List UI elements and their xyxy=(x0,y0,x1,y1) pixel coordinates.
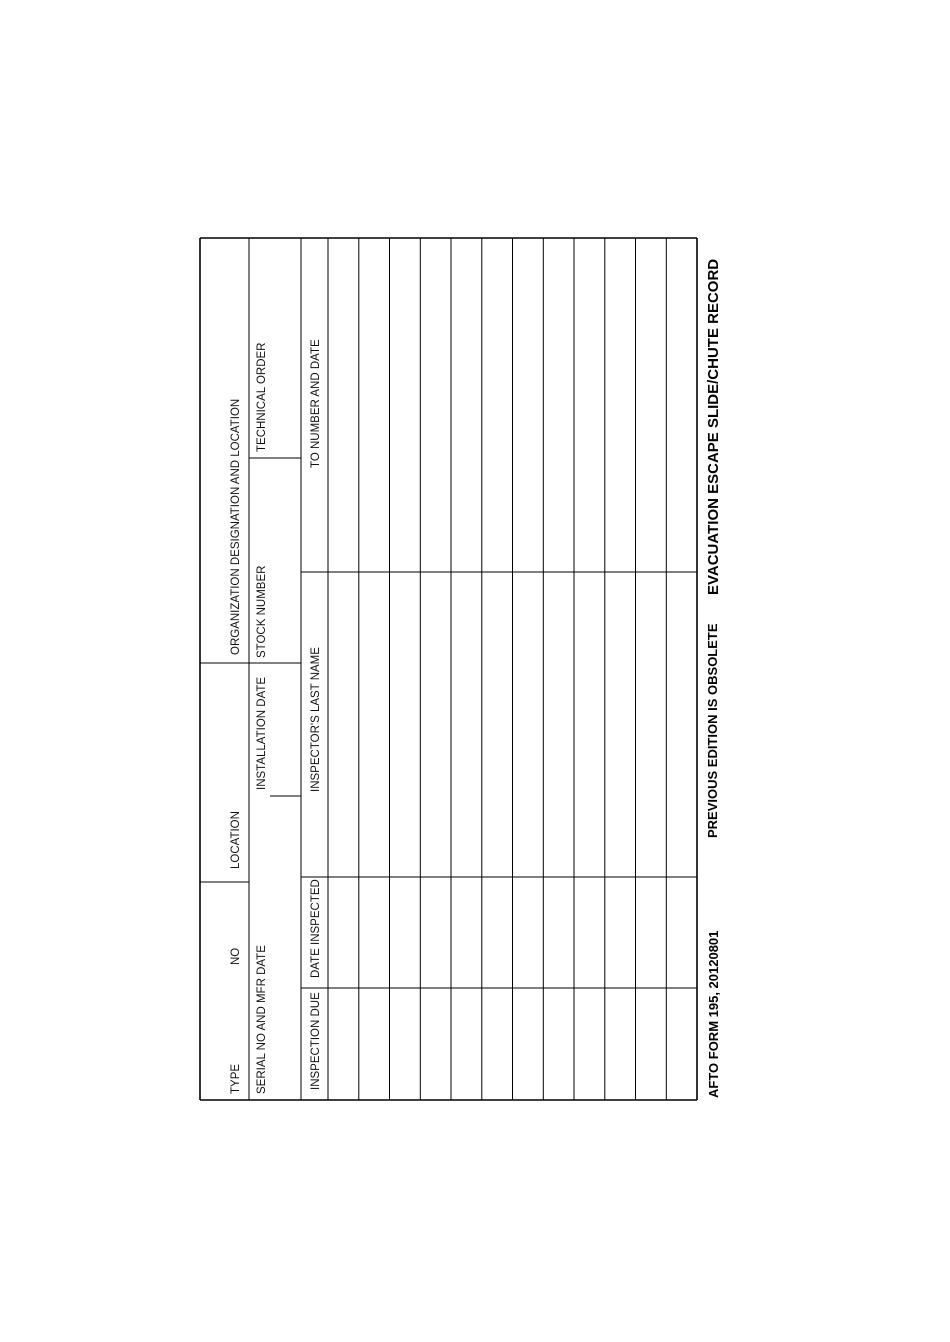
inspector-last-name-heading: INSPECTOR'S LAST NAME xyxy=(310,647,322,792)
to-number-and-date-heading: TO NUMBER AND DATE xyxy=(310,339,322,468)
form-title: EVACUATION ESCAPE SLIDE/CHUTE RECORD xyxy=(705,258,722,595)
serial-no-mfr-date-label: SERIAL NO AND MFR DATE xyxy=(256,945,268,1094)
date-inspected-heading: DATE INSPECTED xyxy=(310,879,322,978)
log-rows xyxy=(359,238,667,1100)
installation-date-label: INSTALLATION DATE xyxy=(256,676,268,790)
organization-label: ORGANIZATION DESIGNATION AND LOCATION xyxy=(230,398,242,655)
location-label: LOCATION xyxy=(230,811,242,869)
stock-number-label: STOCK NUMBER xyxy=(256,565,268,658)
type-label: TYPE xyxy=(230,1063,242,1094)
technical-order-label: TECHNICAL ORDER xyxy=(256,342,268,452)
edition-note: PREVIOUS EDITION IS OBSOLETE xyxy=(705,623,720,838)
form-number: AFTO FORM 195, 20120801 xyxy=(706,930,721,1098)
inspection-due-heading: INSPECTION DUE xyxy=(310,992,322,1090)
no-label: NO xyxy=(230,947,242,965)
